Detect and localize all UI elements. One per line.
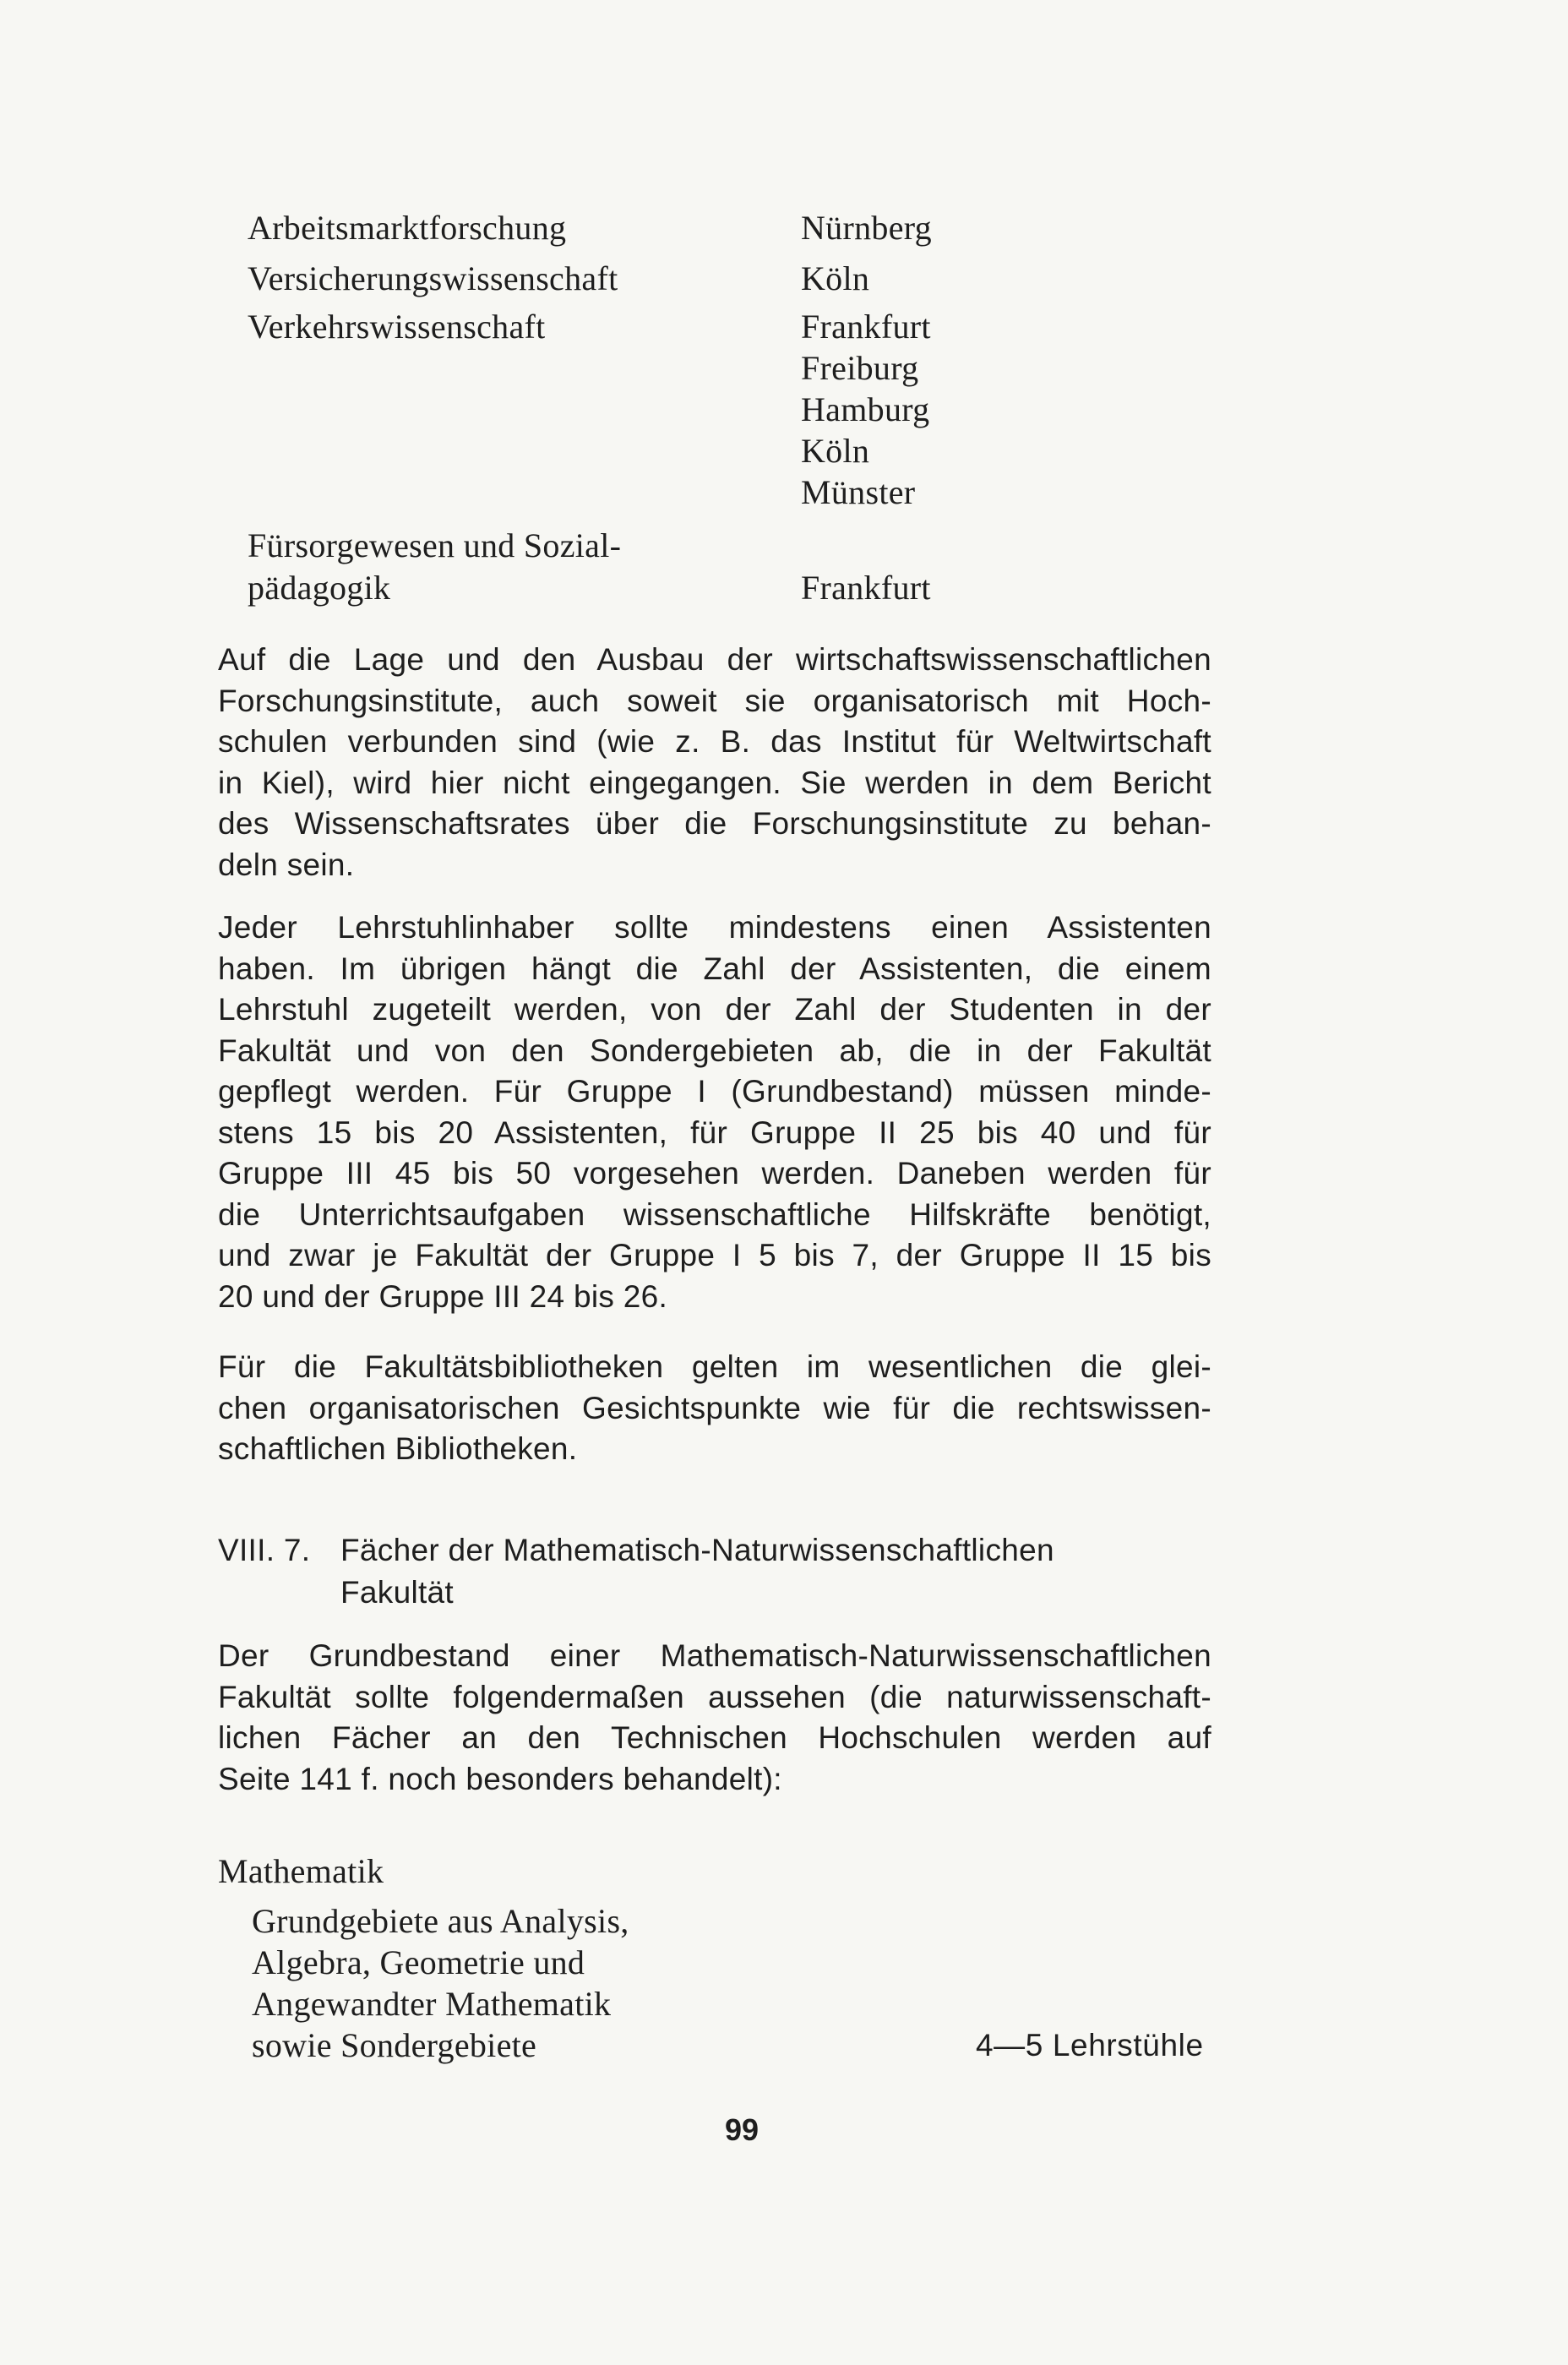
text-line: in Kiel), wird hier nicht eingegangen. Sie werden in dem Bericht bbox=[218, 765, 1211, 800]
paragraph-assistants bbox=[218, 907, 1211, 1317]
math-line: Angewandter Mathematik bbox=[252, 1985, 612, 2023]
city-label: Münster bbox=[801, 473, 916, 511]
text-line: Fakultät und von den Sondergebieten ab, die in der Fakultät bbox=[218, 1033, 1211, 1068]
text-line: Fakultät sollte folgendermaßen aussehen (die naturwissenschaft- bbox=[218, 1679, 1211, 1714]
text-line: schulen verbunden sind (wie z. B. das Institut für Weltwirtschaft bbox=[218, 724, 1211, 759]
text-line: stens 15 bis 20 Assistenten, für Gruppe II 25 bis 40 und für bbox=[218, 1114, 1211, 1150]
text-line: Forschungsinstitute, auch soweit sie organisatorisch mit Hoch- bbox=[218, 683, 1211, 718]
text-line: Seite 141 f. noch besonders behandelt): bbox=[218, 1761, 782, 1796]
text-line: gepflegt werden. Für Gruppe I (Grundbestand) müssen minde- bbox=[218, 1074, 1211, 1109]
paragraph-math-faculty bbox=[218, 1636, 1211, 1800]
paragraph-research-institutes bbox=[218, 640, 1211, 886]
paragraph-libraries bbox=[218, 1347, 1211, 1470]
math-line: Grundgebiete aus Analysis, bbox=[252, 1902, 629, 1940]
subject-label: Arbeitsmarktforschung bbox=[248, 209, 567, 247]
city-label: Nürnberg bbox=[801, 209, 932, 247]
math-line: sowie Sondergebiete bbox=[252, 2026, 537, 2064]
text-line: die Unterrichtsaufgaben wissenschaftliche Hilfskräfte benötigt, bbox=[218, 1196, 1211, 1232]
math-line: Algebra, Geometrie und bbox=[252, 1943, 585, 1981]
section-number: VIII. 7. bbox=[218, 1533, 311, 1567]
text-line: Für die Fakultätsbibliotheken gelten im wesentlichen die glei- bbox=[218, 1349, 1211, 1384]
text-line: 20 und der Gruppe III 24 bis 26. bbox=[218, 1278, 668, 1314]
subject-label: Verkehrswissenschaft bbox=[248, 308, 546, 346]
math-heading: Mathematik bbox=[218, 1852, 384, 1890]
text-line: Gruppe III 45 bis 50 vorgesehen werden. Daneben werden für bbox=[218, 1156, 1211, 1191]
city-label: Frankfurt bbox=[801, 569, 931, 607]
math-chair-count: 4—5 Lehrstühle bbox=[976, 2028, 1204, 2063]
text-line: Auf die Lage und den Ausbau der wirtschaftswissenschaftlichen bbox=[218, 642, 1211, 677]
text-line: deln sein. bbox=[218, 847, 355, 882]
page-number: 99 bbox=[725, 2112, 760, 2147]
subject-label: Versicherungswissenschaft bbox=[248, 259, 618, 297]
text-line: lichen Fächer an den Technischen Hochschulen werden auf bbox=[218, 1720, 1211, 1755]
text-line: chen organisatorischen Gesichtspunkte wie für die rechtswissen- bbox=[218, 1390, 1211, 1425]
text-line: und zwar je Fakultät der Gruppe I 5 bis 7, der Gruppe II 15 bis bbox=[218, 1238, 1211, 1272]
subject-label: pädagogik bbox=[248, 569, 391, 607]
text-line: Lehrstuhl zugeteilt werden, von der Zahl der Studenten in der bbox=[218, 992, 1211, 1027]
text-line: Jeder Lehrstuhlinhaber sollte mindestens einen Assistenten bbox=[218, 910, 1211, 945]
city-label: Frankfurt bbox=[801, 308, 931, 346]
text-line: schaftlichen Bibliotheken. bbox=[218, 1431, 578, 1466]
subject-label: Fürsorgewesen und Sozial- bbox=[248, 526, 622, 564]
text-line: Der Grundbestand einer Mathematisch-Naturwissenschaftlichen bbox=[218, 1638, 1211, 1673]
city-label: Hamburg bbox=[801, 390, 930, 428]
city-label: Freiburg bbox=[801, 349, 919, 387]
text-line: des Wissenschaftsrates über die Forschungsinstitute zu behan- bbox=[218, 806, 1211, 841]
section-title-line-2: Fakultät bbox=[340, 1575, 455, 1610]
city-label: Köln bbox=[801, 432, 870, 470]
text-line: haben. Im übrigen hängt die Zahl der Assistenten, die einem bbox=[218, 951, 1211, 986]
city-label: Köln bbox=[801, 259, 870, 297]
section-title-line-1: Fächer der Mathematisch-Naturwissenschaftlichen bbox=[340, 1533, 1054, 1567]
